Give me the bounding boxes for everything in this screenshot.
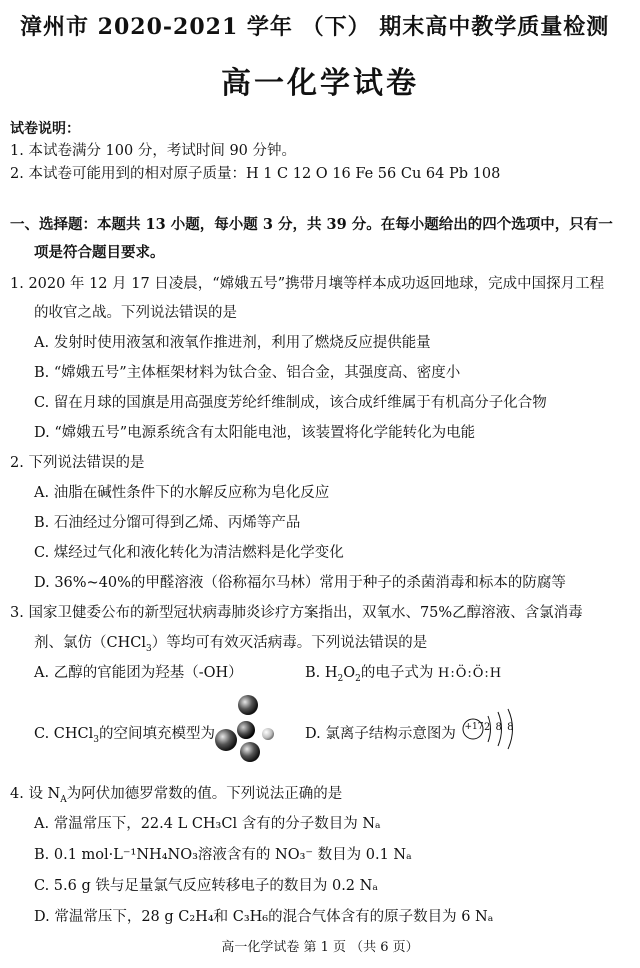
hydrogen-atom xyxy=(262,728,274,740)
q3-option-c: C. CHCl$_3$的空间填充模型为 xyxy=(34,726,216,745)
q3-stem-1: 3. 国家卫健委公布的新型冠状病毒肺炎诊疗方案指出，双氧水、75%乙醇溶液、含氯消毒 xyxy=(10,605,583,621)
chlorine-atom xyxy=(240,742,260,762)
q1-stem-1: 1. 2020 年 12 月 17 日凌晨，“嫦娥五号”携带月壤等样本成功返回地球，完成中国探月工程 xyxy=(10,276,605,292)
q3-stem-2: 剂、氯仿（CHCl$_3$）等均可有效灭活病毒。下列说法错误的是 xyxy=(34,635,428,654)
q4-option-b: B. 0.1 mol·L⁻¹NH₄NO₃溶液含有的 NO₃⁻ 数目为 0.1 Nₐ xyxy=(34,847,412,863)
q3-option-d: D. 氯离子结构示意图为 xyxy=(305,726,456,742)
q4-option-d: D. 常温常压下，28 g C₂H₄和 C₃H₆的混合气体含有的原子数目为 6 Nₐ xyxy=(34,909,494,925)
q2-stem: 2. 下列说法错误的是 xyxy=(10,455,145,471)
nucleus-charge: +17 xyxy=(464,722,484,732)
q2-option-a: A. 油脂在碱性条件下的水解反应称为皂化反应 xyxy=(34,485,330,501)
chlorine-atom xyxy=(215,729,237,751)
paper-title: 高一化学试卷 xyxy=(221,66,419,101)
electron-shell-counts: 2 8 8 xyxy=(484,722,515,733)
q1-stem-2: 的收官之战。下列说法错误的是 xyxy=(34,305,237,321)
q3-option-a: A. 乙醇的官能团为羟基（-OH） xyxy=(34,665,243,681)
instruction-line-1: 1. 本试卷满分 100 分，考试时间 90 分钟。 xyxy=(10,143,297,159)
q3-option-b: B. $H_2O_2$的电子式为 H:Ö:Ö:H xyxy=(305,665,503,684)
carbon-atom xyxy=(237,721,255,739)
page-footer: 高一化学试卷 第 1 页 （共 6 页） xyxy=(221,940,419,955)
q1-option-b: B. “嫦娥五号”主体框架材料为钛合金、铝合金，其强度高、密度小 xyxy=(34,365,461,381)
q2-option-b: B. 石油经过分馏可得到乙烯、丙烯等产品 xyxy=(34,515,301,531)
q4-option-a: A. 常温常压下，22.4 L CH₃Cl 含有的分子数目为 Nₐ xyxy=(34,816,381,832)
section-1-line-2: 项是符合题目要求。 xyxy=(34,244,165,261)
exam-title: 漳州市 2020-2021 学年 （下） 期末高中教学质量检测 xyxy=(20,14,610,40)
instruction-line-2: 2. 本试卷可能用到的相对原子质量：H 1 C 12 O 16 Fe 56 Cu 64 Pb 108 xyxy=(10,166,501,182)
section-1-line-1: 一、选择题：本题共 13 小题，每小题 3 分，共 39 分。在每小题给出的四个选项中，只有一 xyxy=(10,216,613,233)
q4-stem: 4. 设 $N_A$为阿伏加德罗常数的值。下列说法正确的是 xyxy=(10,786,343,805)
q1-option-c: C. 留在月球的国旗是用高强度芳纶纤维制成，该合成纤维属于有机高分子化合物 xyxy=(34,395,547,411)
q2-option-d: D. 36%~40%的甲醛溶液（俗称福尔马林）常用于种子的杀菌消毒和标本的防腐等 xyxy=(34,575,566,591)
q2-option-c: C. 煤经过气化和液化转化为清洁燃料是化学变化 xyxy=(34,545,344,561)
q1-option-a: A. 发射时使用液氢和液氧作推进剂，利用了燃烧反应提供能量 xyxy=(34,335,431,351)
h2o2-electron-formula: H:Ö:Ö:H xyxy=(438,666,503,681)
chlorine-atom xyxy=(238,695,258,715)
q1-option-d: D. “嫦娥五号”电源系统含有太阳能电池，该装置将化学能转化为电能 xyxy=(34,425,476,441)
q4-option-c: C. 5.6 g 铁与足量氯气反应转移电子的数目为 0.2 Nₐ xyxy=(34,878,378,894)
chcl3-space-filling-model xyxy=(212,692,282,764)
instructions-label: 试卷说明： xyxy=(10,121,80,137)
